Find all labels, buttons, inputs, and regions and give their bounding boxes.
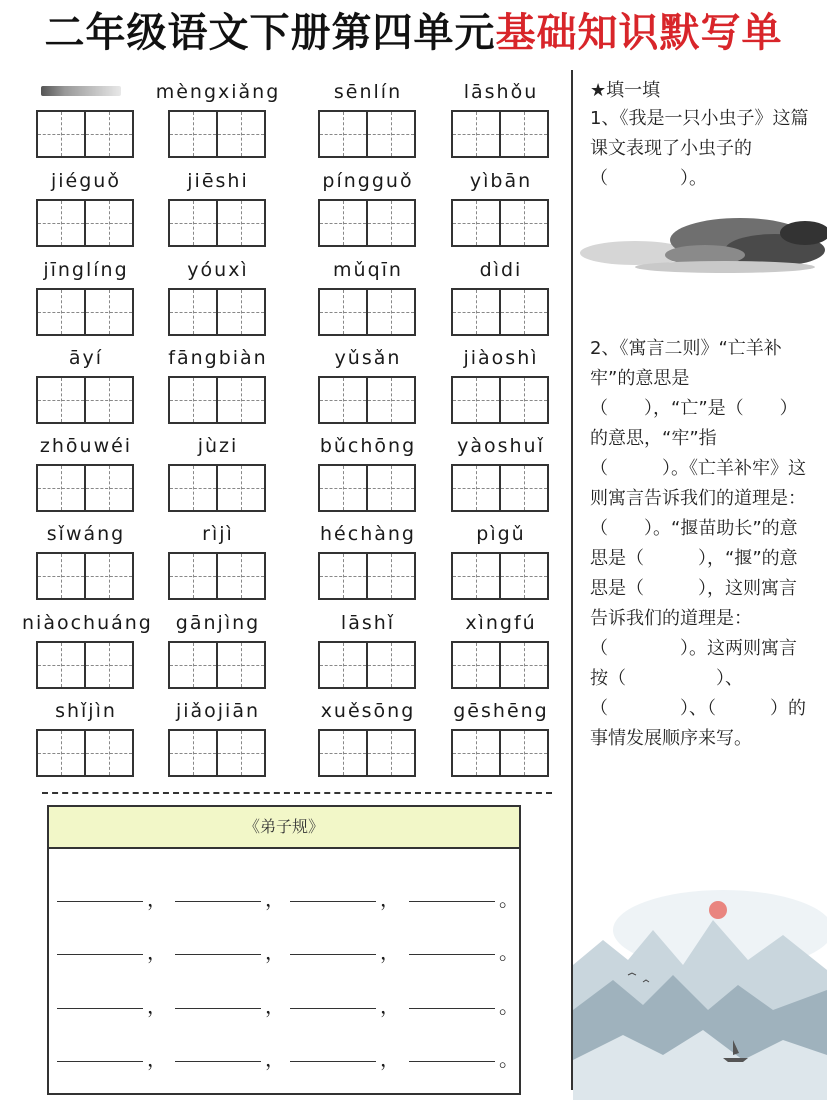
tianzige-cell[interactable] xyxy=(218,112,264,156)
blank-underline[interactable] xyxy=(290,1008,376,1009)
pinyin-label: jiēshi xyxy=(187,170,249,192)
pinyin-label: jiǎojiān xyxy=(175,700,261,722)
tianzige-cell[interactable] xyxy=(218,290,264,334)
tianzige-cell[interactable] xyxy=(501,378,547,422)
tianzige-cell[interactable] xyxy=(320,112,368,156)
pinyin-label: āyí xyxy=(68,347,104,369)
pinyin-label: xìngfú xyxy=(465,612,537,634)
tianzige-box[interactable] xyxy=(451,288,549,336)
worksheet-title xyxy=(0,6,827,60)
tianzige-cell[interactable] xyxy=(170,466,218,510)
tianzige-cell[interactable] xyxy=(453,112,501,156)
comma-mark: ， xyxy=(380,887,400,911)
tianzige-cell[interactable] xyxy=(170,290,218,334)
pinyin-label: rìjì xyxy=(202,523,234,545)
pinyin-label: lāshǒu xyxy=(463,81,539,103)
comma-mark: ， xyxy=(265,1047,285,1071)
tianzige-box[interactable] xyxy=(451,110,549,158)
pinyin-label: héchàng xyxy=(320,523,416,545)
tianzige-cell[interactable] xyxy=(170,731,218,775)
period-mark: 。 xyxy=(499,994,519,1018)
tianzige-box[interactable] xyxy=(451,641,549,689)
tianzige-cell[interactable] xyxy=(38,731,86,775)
pinyin-label: gēshēng xyxy=(453,700,549,722)
tianzige-cell[interactable] xyxy=(501,554,547,598)
tianzige-cell[interactable] xyxy=(170,554,218,598)
tianzige-cell[interactable] xyxy=(453,201,501,245)
tianzige-cell[interactable] xyxy=(320,378,368,422)
period-mark: 。 xyxy=(499,1047,519,1071)
dizigui-box xyxy=(47,805,521,1095)
pinyin-label: zhōuwéi xyxy=(39,435,133,457)
pinyin-label: sǐwáng xyxy=(46,523,126,545)
tianzige-cell[interactable] xyxy=(368,554,414,598)
tianzige-cell[interactable] xyxy=(368,290,414,334)
tianzige-box[interactable] xyxy=(318,376,416,424)
dizigui-line xyxy=(57,1045,517,1069)
tianzige-box[interactable] xyxy=(168,464,266,512)
tianzige-cell[interactable] xyxy=(86,731,132,775)
pinyin-label: yóuxì xyxy=(187,259,249,281)
tianzige-cell[interactable] xyxy=(453,643,501,687)
pinyin-label: píngguǒ xyxy=(322,170,414,192)
tianzige-cell[interactable] xyxy=(218,554,264,598)
tianzige-cell[interactable] xyxy=(368,466,414,510)
tianzige-cell[interactable] xyxy=(368,378,414,422)
tianzige-cell[interactable] xyxy=(453,290,501,334)
tianzige-cell[interactable] xyxy=(170,643,218,687)
pinyin-label: jīnglíng xyxy=(43,259,129,281)
pinyin-label: yàoshuǐ xyxy=(457,435,545,457)
ink-mountain-decoration xyxy=(573,870,827,1100)
blank-underline[interactable] xyxy=(409,954,495,955)
title-highlight: 基础知识默写单 xyxy=(495,9,783,56)
tianzige-cell[interactable] xyxy=(86,643,132,687)
tianzige-box[interactable] xyxy=(168,641,266,689)
tianzige-box[interactable] xyxy=(36,288,134,336)
tianzige-cell[interactable] xyxy=(501,731,547,775)
blank-underline[interactable] xyxy=(175,1061,261,1062)
pinyin-label: niàochuáng xyxy=(22,612,153,634)
tianzige-cell[interactable] xyxy=(453,466,501,510)
blank-underline[interactable] xyxy=(409,1061,495,1062)
tianzige-cell[interactable] xyxy=(38,554,86,598)
pinyin-label: gānjìng xyxy=(175,612,261,634)
tianzige-cell[interactable] xyxy=(501,290,547,334)
tianzige-box[interactable] xyxy=(451,552,549,600)
tianzige-box[interactable] xyxy=(318,641,416,689)
tianzige-box[interactable] xyxy=(36,464,134,512)
pinyin-label: jùzi xyxy=(197,435,239,457)
pinyin-label: fāngbiàn xyxy=(168,347,268,369)
tianzige-box[interactable] xyxy=(318,199,416,247)
dizigui-line xyxy=(57,992,517,1016)
tianzige-cell[interactable] xyxy=(170,201,218,245)
tianzige-cell[interactable] xyxy=(86,554,132,598)
blank-underline[interactable] xyxy=(409,901,495,902)
pinyin-label: shǐjìn xyxy=(55,700,117,722)
pinyin-label: mèngxiǎng xyxy=(155,81,281,103)
tianzige-cell[interactable] xyxy=(38,378,86,422)
pinyin-label: sēnlín xyxy=(333,81,403,103)
tianzige-box[interactable] xyxy=(318,729,416,777)
tianzige-cell[interactable] xyxy=(38,290,86,334)
comma-mark: ， xyxy=(147,994,167,1018)
comma-mark: ， xyxy=(265,887,285,911)
comma-mark: ， xyxy=(265,940,285,964)
pinyin-label: yìbān xyxy=(469,170,533,192)
tianzige-cell[interactable] xyxy=(320,201,368,245)
tianzige-box[interactable] xyxy=(36,376,134,424)
fill-heading: ★填一填 xyxy=(590,80,661,101)
tianzige-cell[interactable] xyxy=(320,290,368,334)
tianzige-box[interactable] xyxy=(168,376,266,424)
tianzige-box[interactable] xyxy=(36,641,134,689)
question-2: 2、《寓言二则》“亡羊补牢”的意思是（ ），“亡”是（ ）的意思，“牢”指（ ）。《亡羊补牢》这则寓言告诉我们的道理是：（ ）。“揠苗助长”的意思是（ ），“揠”的意思是（ ），这则寓言告诉我们的道理是：（ ）。这两则寓言按（ ）、（ ）、（ ）的事情发展顺序来写。 xyxy=(590,338,806,749)
tianzige-box[interactable] xyxy=(451,729,549,777)
tianzige-cell[interactable] xyxy=(170,378,218,422)
tianzige-cell[interactable] xyxy=(320,554,368,598)
tianzige-cell[interactable] xyxy=(86,201,132,245)
comma-mark: ， xyxy=(147,940,167,964)
blank-underline[interactable] xyxy=(57,901,143,902)
tianzige-cell[interactable] xyxy=(86,112,132,156)
dizigui-line xyxy=(57,885,517,909)
pinyin-label: xuěsōng xyxy=(320,700,416,722)
tianzige-cell[interactable] xyxy=(218,643,264,687)
tianzige-cell[interactable] xyxy=(453,554,501,598)
tianzige-cell[interactable] xyxy=(170,112,218,156)
tianzige-cell[interactable] xyxy=(86,466,132,510)
tianzige-box[interactable] xyxy=(318,552,416,600)
tianzige-cell[interactable] xyxy=(86,290,132,334)
tianzige-cell[interactable] xyxy=(320,466,368,510)
tianzige-box[interactable] xyxy=(36,110,134,158)
tianzige-box[interactable] xyxy=(451,376,549,424)
pinyin-label: jiàoshì xyxy=(463,347,539,369)
tianzige-cell[interactable] xyxy=(453,731,501,775)
tianzige-cell[interactable] xyxy=(38,112,86,156)
tianzige-cell[interactable] xyxy=(320,643,368,687)
pinyin-label: jiéguǒ xyxy=(51,170,121,192)
blank-underline[interactable] xyxy=(175,954,261,955)
tianzige-cell[interactable] xyxy=(218,201,264,245)
pinyin-label: dìdi xyxy=(479,259,523,281)
pinyin-label: lāshǐ xyxy=(340,612,396,634)
tianzige-box[interactable] xyxy=(36,552,134,600)
pinyin-label: pìgǔ xyxy=(476,523,526,545)
ink-wash-cloud-decoration xyxy=(575,205,827,280)
tianzige-cell[interactable] xyxy=(218,466,264,510)
comma-mark: ， xyxy=(380,940,400,964)
tianzige-cell[interactable] xyxy=(218,731,264,775)
tianzige-box[interactable] xyxy=(451,464,549,512)
tianzige-box[interactable] xyxy=(168,110,266,158)
blank-underline[interactable] xyxy=(290,901,376,902)
pinyin-label: bǔchōng xyxy=(319,435,417,457)
tianzige-box[interactable] xyxy=(318,288,416,336)
dashed-separator xyxy=(42,792,552,794)
tianzige-cell[interactable] xyxy=(368,112,414,156)
question-1: 1、《我是一只小虫子》这篇课文表现了小虫子的（ ）。 xyxy=(590,108,809,189)
comma-mark: ， xyxy=(265,994,285,1018)
comma-mark: ， xyxy=(147,887,167,911)
tianzige-box[interactable] xyxy=(36,729,134,777)
comma-mark: ， xyxy=(147,1047,167,1071)
blank-underline[interactable] xyxy=(57,1061,143,1062)
tianzige-cell[interactable] xyxy=(368,731,414,775)
tianzige-cell[interactable] xyxy=(38,466,86,510)
tianzige-cell[interactable] xyxy=(368,201,414,245)
tianzige-cell[interactable] xyxy=(501,112,547,156)
tianzige-cell[interactable] xyxy=(453,378,501,422)
period-mark: 。 xyxy=(499,940,519,964)
blank-underline[interactable] xyxy=(290,1061,376,1062)
tianzige-cell[interactable] xyxy=(368,643,414,687)
pinyin-label: mǔqīn xyxy=(333,259,403,281)
blank-underline[interactable] xyxy=(409,1008,495,1009)
comma-mark: ， xyxy=(380,1047,400,1071)
pinyin-label: yǔsǎn xyxy=(334,347,402,369)
blank-underline[interactable] xyxy=(57,954,143,955)
period-mark: 。 xyxy=(499,887,519,911)
tianzige-box[interactable] xyxy=(318,464,416,512)
tianzige-box[interactable] xyxy=(168,552,266,600)
tianzige-cell[interactable] xyxy=(38,201,86,245)
tianzige-cell[interactable] xyxy=(501,466,547,510)
dizigui-line xyxy=(57,938,517,962)
dizigui-title: 《弟子规》 xyxy=(49,807,519,849)
tianzige-cell[interactable] xyxy=(218,378,264,422)
pinyin-label xyxy=(22,80,150,104)
comma-mark: ， xyxy=(380,994,400,1018)
tianzige-cell[interactable] xyxy=(501,643,547,687)
tianzige-cell[interactable] xyxy=(38,643,86,687)
tianzige-cell[interactable] xyxy=(501,201,547,245)
tianzige-box[interactable] xyxy=(36,199,134,247)
blank-underline[interactable] xyxy=(175,901,261,902)
blank-underline[interactable] xyxy=(175,1008,261,1009)
tianzige-cell[interactable] xyxy=(320,731,368,775)
tianzige-box[interactable] xyxy=(168,199,266,247)
tianzige-cell[interactable] xyxy=(86,378,132,422)
blank-underline[interactable] xyxy=(290,954,376,955)
tianzige-box[interactable] xyxy=(168,729,266,777)
blank-underline[interactable] xyxy=(57,1008,143,1009)
tianzige-box[interactable] xyxy=(451,199,549,247)
tianzige-box[interactable] xyxy=(318,110,416,158)
tianzige-box[interactable] xyxy=(168,288,266,336)
title-main: 二年级语文下册第四单元 xyxy=(44,9,496,56)
